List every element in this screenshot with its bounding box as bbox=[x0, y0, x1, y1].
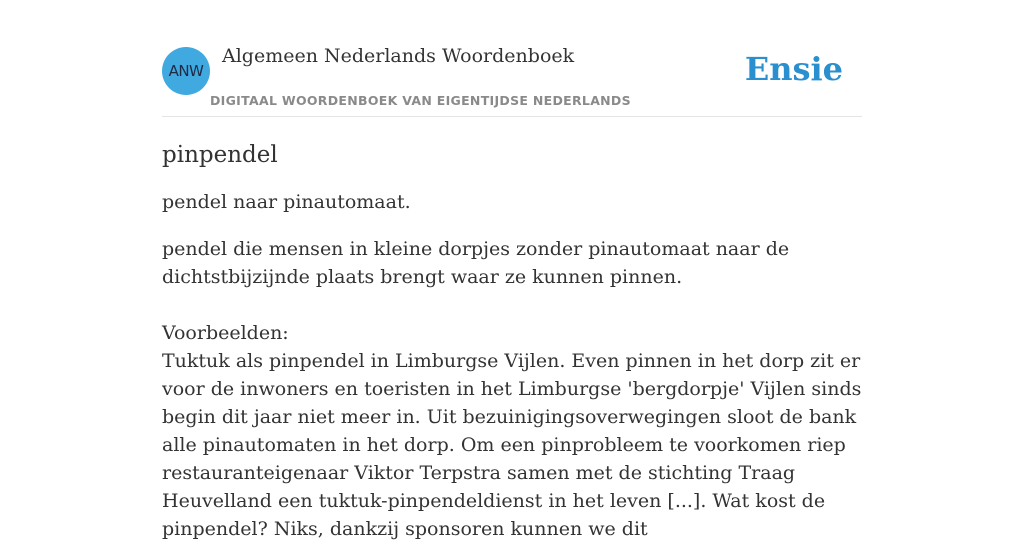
site-header bbox=[162, 40, 862, 117]
examples-heading: Voorbeelden: bbox=[162, 322, 289, 344]
long-definition: pendel die mensen in kleine dorpjes zonder pinautomaat naar de dichtstbijzijnde plaats brengt waar ze kunnen pinnen. bbox=[162, 238, 790, 288]
entry-word: pinpendel bbox=[162, 142, 278, 168]
example-text: Tuktuk als pinpendel in Limburgse Vijlen. Even pinnen in het dorp zit er voor de inwoners en toeristen in het Limburgse 'bergdorpje' Vijlen sinds begin dit jaar niet meer in. Uit bezuinigingsoverwegingen sloot de bank alle pinautomaten in het dorp. Om een pinprobleem te voorkomen riep restauranteigenaar Viktor Terpstra samen met de stichting Traag Heuvelland een tuktuk-pinpendeldienst in het leven [...]. Wat kost de pinpendel? Niks, dankzij sponsoren kunnen we dit bbox=[162, 350, 862, 540]
ensie-logo-link[interactable]: Ensie bbox=[744, 50, 843, 88]
site-title[interactable]: Algemeen Nederlands Woordenboek bbox=[222, 45, 575, 67]
anw-logo[interactable]: ANW bbox=[162, 47, 210, 95]
examples-section bbox=[162, 319, 862, 543]
short-definition: pendel naar pinautomaat. bbox=[162, 191, 411, 213]
site-subtitle: DIGITAAL WOORDENBOEK VAN EIGENTIJDSE NEDERLANDS bbox=[210, 93, 631, 108]
entry-content bbox=[162, 138, 862, 543]
